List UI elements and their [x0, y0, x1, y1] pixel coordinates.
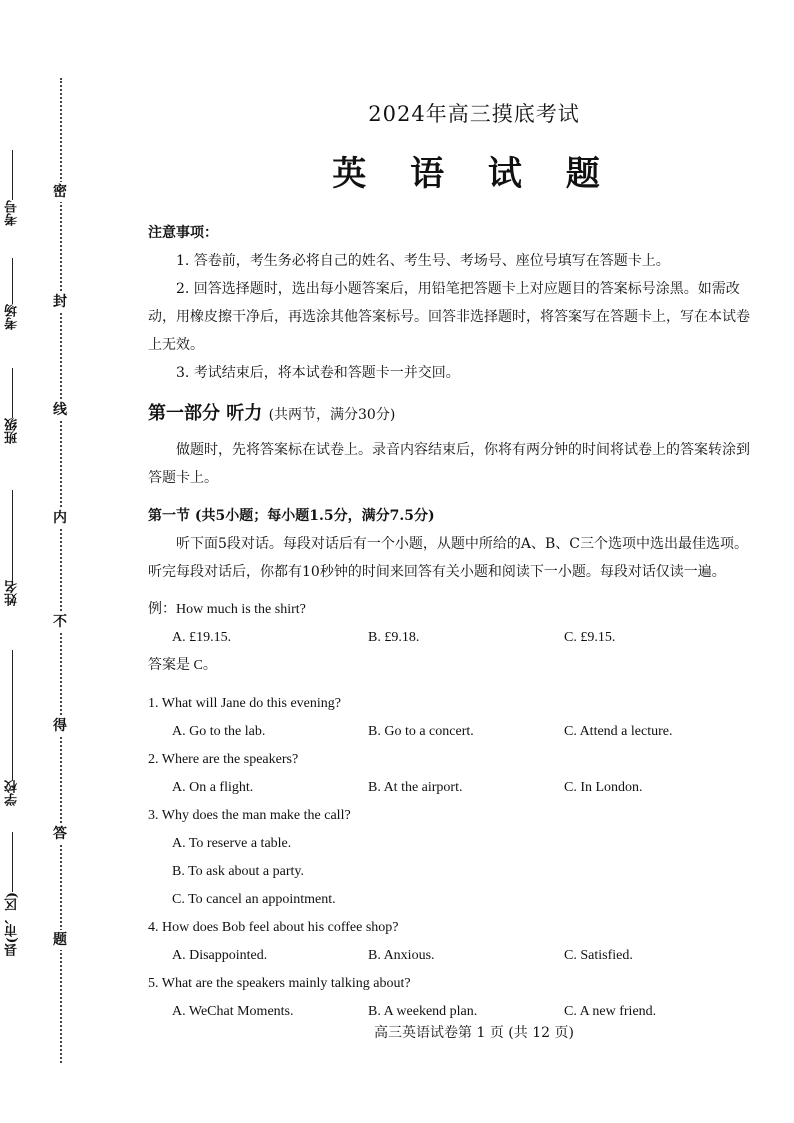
option: B. Go to a concert.	[368, 724, 474, 739]
page-footer: 高三英语试卷第 1 页 (共 12 页)	[374, 1025, 574, 1041]
seal-char: 得	[50, 716, 70, 736]
field-class[interactable]	[0, 368, 24, 444]
option: C. £9.15.	[564, 630, 616, 645]
question-3: 3. Why does the man make the call?	[148, 808, 351, 823]
question-4-options	[148, 942, 760, 970]
option: C. A new friend.	[564, 1004, 657, 1019]
option: B. Anxious.	[368, 948, 435, 963]
question-1: 1. What will Jane do this evening?	[148, 696, 341, 711]
option: B. £9.18.	[368, 630, 420, 645]
part1-heading	[148, 401, 760, 428]
field-county[interactable]	[0, 832, 24, 956]
fill-in-line[interactable]	[12, 650, 13, 780]
seal-char: 封	[50, 292, 70, 312]
part1-heading-note: (共两节，满分30分)	[268, 407, 396, 423]
field-exam-number[interactable]	[0, 150, 24, 226]
fill-in-line[interactable]	[12, 258, 13, 304]
option: A. Go to the lab.	[172, 724, 266, 739]
field-school[interactable]	[0, 650, 24, 806]
field-name[interactable]	[0, 490, 24, 606]
option: A. £19.15.	[172, 630, 232, 645]
option: C. Attend a lecture.	[564, 724, 673, 739]
example-question: 例：How much is the shirt?	[148, 602, 306, 617]
question-2: 2. Where are the speakers?	[148, 752, 299, 767]
section1-heading: 第一节 (共5小题；每小题1.5分，满分7.5分)	[148, 508, 435, 524]
exam-page-content	[148, 98, 760, 1026]
option: C. Satisfied.	[564, 948, 633, 963]
option: A. To reserve a table.	[172, 836, 292, 851]
binding-margin	[0, 0, 90, 1123]
fill-in-line[interactable]	[12, 490, 13, 580]
field-label: 班级	[4, 418, 20, 444]
notice-item: 2. 回答选择题时，选出每小题答案后，用铅笔把答题卡上对应题目的答案标号涂黑。如需改动，用橡皮擦干净后，再选涂其他答案标号。回答非选择题时，将答案写在答题卡上，写在本试卷上无效。	[148, 281, 750, 353]
question-5: 5. What are the speakers mainly talking about?	[148, 976, 411, 991]
exam-subject: 英 语 试 题	[332, 154, 616, 194]
part1-heading-text: 第一部分 听力	[148, 403, 263, 424]
section1-intro: 听下面5段对话。每段对话后有一个小题，从题中所给的A、B、C三个选项中选出最佳选项。听完每段对话后，你都有10秒钟的时间来回答有关小题和阅读下一小题。每段对话仅读一遍。	[148, 536, 749, 580]
fill-in-line[interactable]	[12, 150, 13, 200]
field-exam-room[interactable]	[0, 258, 24, 330]
example-answer: 答案是 C。	[148, 658, 217, 673]
option: A. Disappointed.	[172, 948, 268, 963]
question-1-options	[148, 718, 760, 746]
notice-heading: 注意事项：	[148, 225, 218, 241]
question-4: 4. How does Bob feel about his coffee shop?	[148, 920, 399, 935]
seal-char: 题	[50, 930, 70, 950]
seal-char: 密	[50, 182, 70, 202]
field-label: 考场	[4, 304, 20, 330]
field-label: 姓名	[4, 580, 20, 606]
seal-char: 不	[50, 612, 70, 632]
exam-title: 2024年高三摸底考试	[368, 102, 580, 126]
seal-char: 线	[50, 400, 70, 420]
field-label: 县(市、区)	[4, 892, 20, 957]
question-2-options	[148, 774, 760, 802]
part1-intro: 做题时，先将答案标在试卷上。录音内容结束后，你将有两分钟的时间将试卷上的答案转涂到答题卡上。	[148, 442, 750, 486]
notice-item: 3. 考试结束后，将本试卷和答题卡一并交回。	[176, 365, 460, 381]
option: C. To cancel an appointment.	[172, 892, 336, 907]
option: C. In London.	[564, 780, 643, 795]
option: B. At the airport.	[368, 780, 463, 795]
option: A. On a flight.	[172, 780, 254, 795]
field-label: 考号	[4, 200, 20, 226]
seal-char: 答	[50, 824, 70, 844]
fill-in-line[interactable]	[12, 368, 13, 418]
seal-dotted-line	[60, 78, 62, 1063]
notice-item: 1. 答卷前，考生务必将自己的姓名、考生号、考场号、座位号填写在答题卡上。	[176, 253, 670, 269]
example-options	[148, 624, 760, 652]
field-label: 学校	[4, 780, 20, 806]
option: A. WeChat Moments.	[172, 1004, 294, 1019]
option: B. To ask about a party.	[172, 864, 304, 879]
fill-in-line[interactable]	[12, 832, 13, 892]
option: B. A weekend plan.	[368, 1004, 478, 1019]
seal-char: 内	[50, 508, 70, 528]
